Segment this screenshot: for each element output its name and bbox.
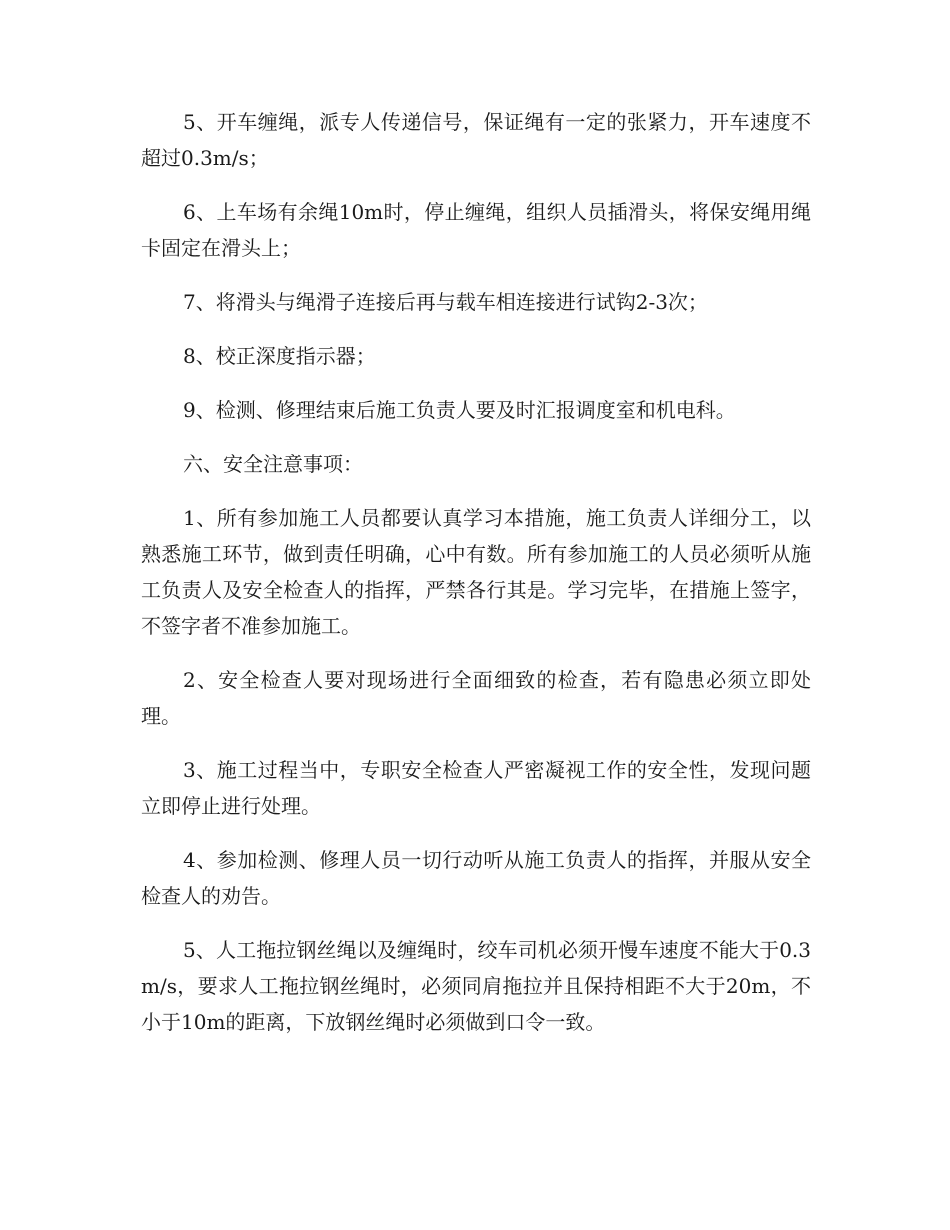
document-body [141,104,811,1058]
paragraph-safety-2: 2、安全检查人要对现场进行全面细致的检查，若有隐患必须立即处理。 [141,668,811,728]
paragraph-step-7: 7、将滑头与绳滑子连接后再与载车相连接进行试钩2-3次； [183,290,708,314]
paragraph-safety-5: 5、人工拖拉钢丝绳以及缠绳时，绞车司机必须开慢车速度不能大于0.3m/s，要求人工拖拉钢丝绳时，必须同肩拖拉并且保持相距不大于20m，不小于10m的距离，下放钢丝绳时必须做到口令一致。 [141,938,811,1034]
paragraph-step-9: 9、检测、修理结束后施工负责人要及时汇报调度室和机电科。 [183,398,736,422]
paragraph-step-8: 8、校正深度指示器； [183,344,376,368]
paragraph-step-5: 5、开车缠绳，派专人传递信号，保证绳有一定的张紧力，开车速度不超过0.3m/s； [141,110,811,170]
paragraph-safety-4: 4、参加检测、修理人员一切行动听从施工负责人的指挥，并服从安全检查人的劝告。 [141,848,811,908]
section-heading-safety: 六、安全注意事项： [183,452,363,476]
paragraph-step-6: 6、上车场有余绳10m时，停止缠绳，组织人员插滑头，将保安绳用绳卡固定在滑头上； [141,200,811,260]
paragraph-safety-1: 1、所有参加施工人员都要认真学习本措施，施工负责人详细分工，以熟悉施工环节，做到责任明确，心中有数。所有参加施工的人员必须听从施工负责人及安全检查人的指挥，严禁各行其是。学习完毕，在措施上签字，不签字者不准参加施工。 [141,506,811,638]
paragraph-safety-3: 3、施工过程当中，专职安全检查人严密凝视工作的安全性，发现问题立即停止进行处理。 [141,758,811,818]
